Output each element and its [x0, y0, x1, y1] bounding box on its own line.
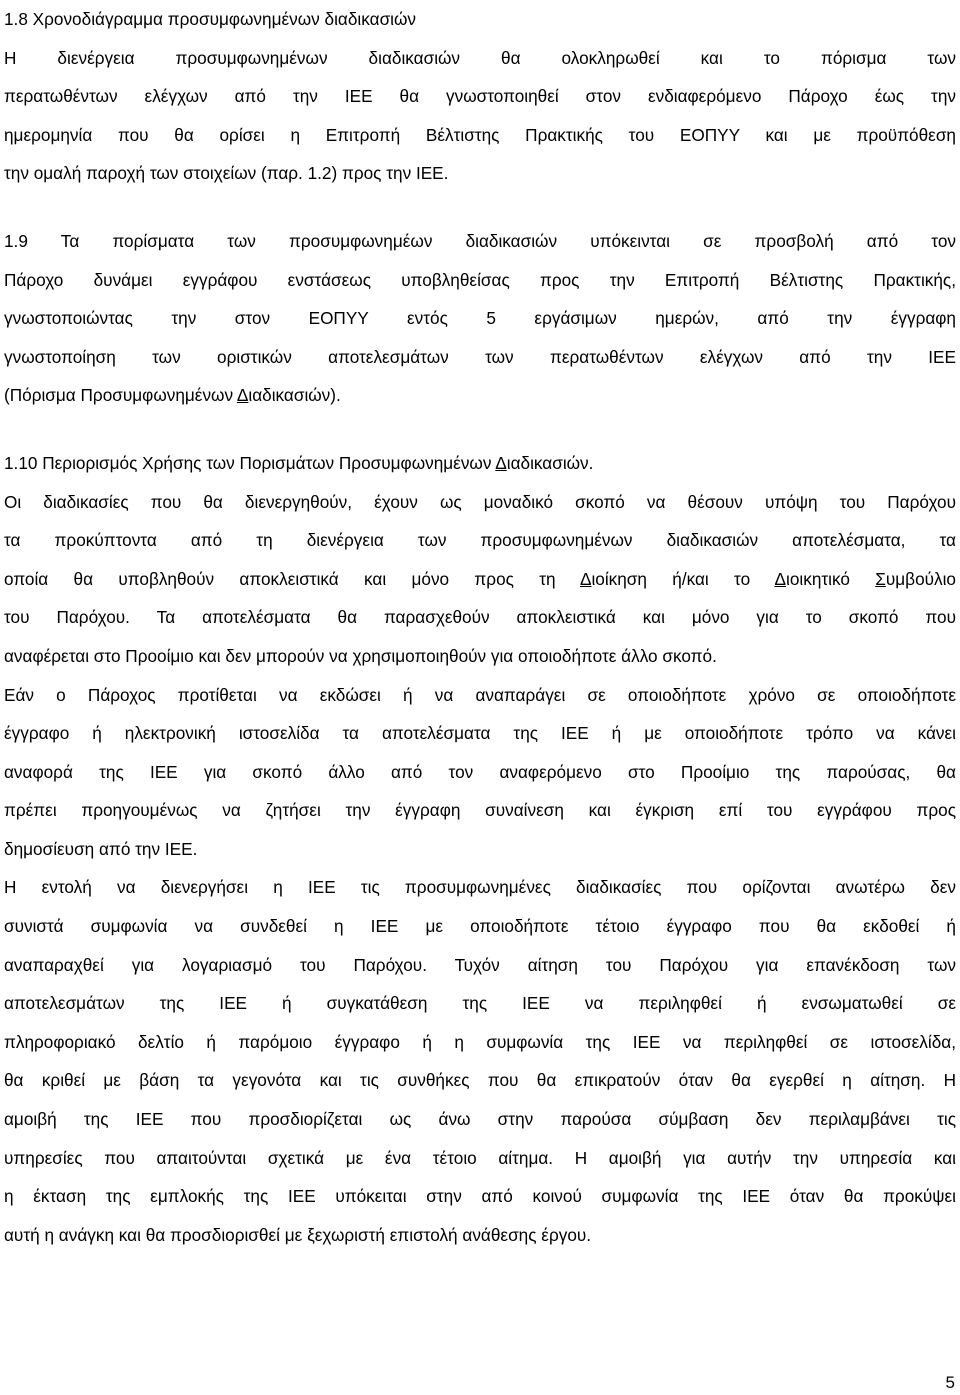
paragraph-line: αναφέρεται στο Προοίμιο και δεν μπορούν να χρησιμοποιηθούν για οποιοδήποτε άλλο σκοπό. — [4, 645, 717, 666]
paragraph-line: (Πόρισμα Προσυμφωνημένων Διαδικασιών). — [4, 385, 341, 406]
paragraph-line: Η διενέργεια προσυμφωνημένων διαδικασιών θα ολοκληρωθεί και το πόρισμα των — [4, 47, 956, 68]
paragraph-line: η έκταση της εμπλοκής της ΙΕΕ υπόκειται στην από κοινού συμφωνία της ΙΕΕ όταν θα προκύψει — [4, 1186, 956, 1207]
paragraph-line: αναπαραχθεί για λογαριασμό του Παρόχου. Τυχόν αίτηση του Παρόχου για επανέκδοση των — [4, 954, 956, 975]
spacer — [4, 193, 956, 222]
paragraph-line: πληροφοριακό δελτίο ή παρόμοιο έγγραφο ή η συμφωνία της ΙΕΕ να περιληφθεί σε ιστοσελίδα, — [4, 1031, 956, 1052]
paragraph-line: αποτελεσμάτων της ΙΕΕ ή συγκατάθεση της ΙΕΕ να περιληφθεί ή ενσωματωθεί σε — [4, 993, 956, 1014]
paragraph-line: συνιστά συμφωνία να συνδεθεί η ΙΕΕ με οποιοδήποτε τέτοιο έγγραφο που θα εκδοθεί ή — [4, 916, 956, 937]
paragraph-line: έγγραφο ή ηλεκτρονική ιστοσελίδα τα αποτελέσματα της ΙΕΕ ή με οποιοδήποτε τρόπο να κάνει — [4, 723, 956, 744]
paragraph-line: υπηρεσίες που απαιτούνται σχετικά με ένα τέτοιο αίτημα. Η αμοιβή για αυτήν την υπηρεσία και — [4, 1147, 956, 1168]
paragraph-line: οποία θα υποβληθούν αποκλειστικά και μόνο προς τη Διοίκηση ή/και το Διοικητικό Συμβούλιο — [4, 568, 956, 589]
paragraph-line: αμοιβή της ΙΕΕ που προσδιορίζεται ως άνω στην παρούσα σύμβαση δεν περιλαμβάνει τις — [4, 1109, 956, 1130]
paragraph-line: γνωστοποιώντας την στον ΕΟΠΥΥ εντός 5 εργάσιμων ημερών, από την έγγραφη — [4, 308, 956, 329]
paragraph-line: πρέπει προηγουμένως να ζητήσει την έγγραφη συναίνεση και έγκριση επί του εγγράφου προς — [4, 800, 956, 821]
paragraph-line: περατωθέντων ελέγχων από την ΙΕΕ θα γνωστοποιηθεί στον ενδιαφερόμενο Πάροχο έως την — [4, 86, 956, 107]
paragraph-line: αυτή η ανάγκη και θα προσδιορισθεί με ξεχωριστή επιστολή ανάθεσης έργου. — [4, 1224, 592, 1245]
spacer — [4, 415, 956, 444]
paragraph-line: γνωστοποίηση των οριστικών αποτελεσμάτων των περατωθέντων ελέγχων από την ΙΕΕ — [4, 346, 956, 367]
section-1-10-heading: 1.10 Περιορισμός Χρήσης των Πορισμάτων Προσυμφωνημένων Διαδικασιών. — [4, 452, 594, 473]
paragraph-line: αναφορά της ΙΕΕ για σκοπό άλλο από τον αναφερόμενο στο Προοίμιο της παρούσας, θα — [4, 761, 956, 782]
paragraph-line: ημερομηνία που θα ορίσει η Επιτροπή Βέλτιστης Πρακτικής του ΕΟΠΥΥ και με προϋπόθεση — [4, 124, 956, 145]
section-1-8-heading: 1.8 Χρονοδιάγραμμα προσυμφωνημένων διαδικασιών — [4, 9, 417, 29]
page-number: 5 — [945, 1373, 955, 1392]
paragraph-line: τα προκύπτοντα από τη διενέργεια των προσυμφωνημένων διαδικασιών αποτελέσματα, τα — [4, 530, 956, 551]
paragraph-line: 1.9 Τα πορίσματα των προσυμφωνημέων διαδικασιών υπόκεινται σε προσβολή από τον — [4, 230, 956, 251]
paragraph-line: την ομαλή παροχή των στοιχείων (παρ. 1.2) προς την ΙΕΕ. — [4, 163, 449, 184]
paragraph-line: Η εντολή να διενεργήσει η ΙΕΕ τις προσυμφωνημένες διαδικασίες που ορίζονται ανωτέρω δεν — [4, 877, 956, 898]
paragraph-line: Εάν ο Πάροχος προτίθεται να εκδώσει ή να αναπαράγει σε οποιοδήποτε χρόνο σε οποιοδήποτε — [4, 684, 956, 705]
paragraph-line: Οι διαδικασίες που θα διενεργηθούν, έχουν ως μοναδικό σκοπό να θέσουν υπόψη του Παρόχου — [4, 491, 956, 512]
document-page — [4, 0, 956, 1254]
paragraph-line: Πάροχο δυνάμει εγγράφου ενστάσεως υποβληθείσας προς την Επιτροπή Βέλτιστης Πρακτικής, — [4, 269, 956, 290]
paragraph-line: δημοσίευση από την ΙΕΕ. — [4, 838, 198, 859]
paragraph-line: θα κριθεί με βάση τα γεγονότα και τις συνθήκες που θα επικρατούν όταν θα εγερθεί η αίτηση. Η — [4, 1070, 956, 1091]
paragraph-line: του Παρόχου. Τα αποτελέσματα θα παρασχεθούν αποκλειστικά και μόνο για το σκοπό που — [4, 607, 956, 628]
